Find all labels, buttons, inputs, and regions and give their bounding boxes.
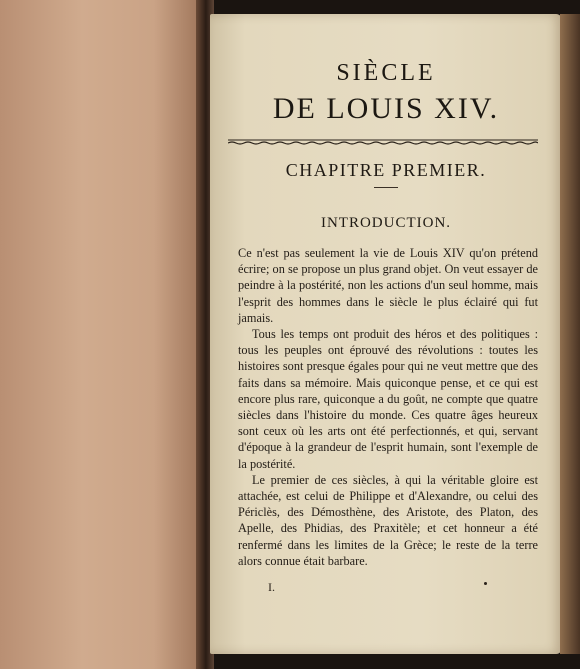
section-heading: INTRODUCTION. bbox=[320, 215, 452, 231]
chapter-heading: CHAPITRE PREMIER. bbox=[285, 160, 487, 180]
page-edge bbox=[560, 14, 580, 654]
paragraph-2: Tous les temps ont produit des héros et des politiques : tous les peuples ont éprouvé des révolutions : toutes les histoires sont presque égales pour qui ne veut mettre que des faits dans sa mémoire. Mais quiconque pense, et ce qui est encore plus rare, quiconque a du goût, ne compte que quatre siècles dans l'histoire du monde. Ces quatre âges heureux sont ceux où les arts ont été perfectionnés, et qui, servant d'époque à la grandeur de l'esprit humain, sont l'exemple de la postérité. bbox=[238, 327, 538, 471]
catchword-mark bbox=[484, 582, 487, 585]
left-page bbox=[0, 0, 205, 669]
title-line-2: DE LOUIS XIV. bbox=[272, 92, 500, 125]
paragraph-3: Le premier de ces siècles, à qui la véritable gloire est attachée, est celui de Philippe et d'Alexandre, ou celui des Périclès, des Démosthène, des Aristote, des Platon, des Apelle, des Phidias, des Praxitèle; et cet honneur a été renfermé dans les limites de la Grèce; le reste de la terre alors connue était barbare. bbox=[238, 472, 538, 568]
ornamental-rule bbox=[228, 138, 538, 146]
short-divider bbox=[374, 187, 398, 188]
title-line-1: SIÈCLE bbox=[336, 60, 436, 86]
body-text bbox=[238, 245, 538, 569]
paragraph-1: Ce n'est pas seulement la vie de Louis XIV qu'on prétend écrire; on se propose un plus grand objet. On veut essayer de peindre à la postérité, non les actions d'un seul homme, mais l'esprit des hommes dans le siècle le plus éclairé qui fut jamais. bbox=[238, 246, 538, 325]
signature-mark: I. bbox=[268, 580, 275, 594]
